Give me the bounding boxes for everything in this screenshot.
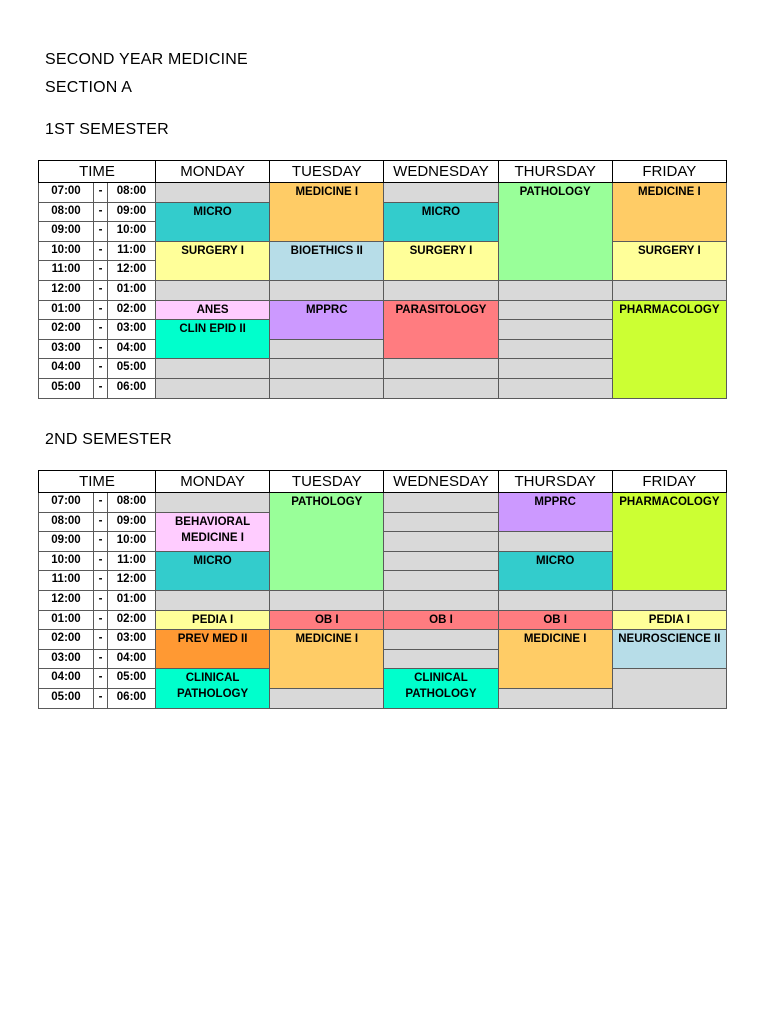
time-end: 11:00 <box>108 551 156 571</box>
class-block <box>156 241 270 280</box>
class-label: CLINICAL PATHOLOGY <box>405 672 477 701</box>
time-end: 12:00 <box>108 261 156 281</box>
day-header-friday: FRIDAY <box>612 161 726 183</box>
class-label: MICRO <box>193 205 232 218</box>
time-start: 12:00 <box>39 590 94 610</box>
empty-slot <box>498 359 612 379</box>
empty-slot <box>270 359 384 379</box>
day-header-tuesday: TUESDAY <box>270 161 384 183</box>
time-start: 12:00 <box>39 280 94 300</box>
time-end: 05:00 <box>108 359 156 379</box>
time-separator: - <box>94 378 108 398</box>
time-start: 02:00 <box>39 630 94 650</box>
time-separator: - <box>94 202 108 222</box>
class-block <box>384 300 498 359</box>
time-start: 08:00 <box>39 202 94 222</box>
empty-slot <box>384 378 498 398</box>
time-end: 06:00 <box>108 378 156 398</box>
time-row <box>39 610 727 630</box>
class-block <box>384 610 498 630</box>
time-end: 09:00 <box>108 202 156 222</box>
time-separator: - <box>94 649 108 669</box>
class-block <box>384 241 498 280</box>
class-block <box>270 493 384 591</box>
class-label: PEDIA I <box>648 613 690 626</box>
time-start: 02:00 <box>39 320 94 340</box>
time-separator: - <box>94 280 108 300</box>
time-start: 04:00 <box>39 359 94 379</box>
class-block <box>270 610 384 630</box>
class-label: CLINICAL PATHOLOGY <box>177 672 249 701</box>
class-block <box>612 300 726 398</box>
class-label: PATHOLOGY <box>291 496 363 508</box>
empty-slot <box>384 571 498 591</box>
class-label: BEHAVIORAL MEDICINE I <box>175 515 251 544</box>
class-block <box>156 512 270 551</box>
time-row <box>39 300 727 320</box>
class-block <box>156 630 270 669</box>
document-title: SECOND YEAR MEDICINE <box>45 51 248 68</box>
time-row <box>39 241 727 261</box>
class-label: CLIN EPID II <box>179 323 246 336</box>
time-separator: - <box>94 320 108 340</box>
time-separator: - <box>94 183 108 203</box>
class-label: PATHOLOGY <box>519 186 591 198</box>
empty-slot <box>156 280 270 300</box>
time-end: 08:00 <box>108 183 156 203</box>
class-block <box>612 669 726 708</box>
empty-slot <box>498 280 612 300</box>
class-block <box>384 669 498 708</box>
time-separator: - <box>94 688 108 708</box>
class-label: MICRO <box>535 554 575 567</box>
class-block <box>498 183 612 281</box>
class-label: MPPRC <box>306 303 348 316</box>
class-label: OB I <box>429 613 453 626</box>
empty-slot <box>270 378 384 398</box>
class-label: SURGERY I <box>409 244 473 257</box>
class-block <box>270 300 384 339</box>
empty-slot <box>498 590 612 610</box>
class-block <box>612 610 726 630</box>
time-separator: - <box>94 512 108 532</box>
time-row <box>39 183 727 203</box>
class-label: MPPRC <box>534 496 576 508</box>
time-end: 02:00 <box>108 300 156 320</box>
empty-slot <box>612 280 726 300</box>
time-end: 02:00 <box>108 610 156 630</box>
time-start: 03:00 <box>39 339 94 359</box>
class-block <box>498 630 612 689</box>
empty-slot <box>270 688 384 708</box>
class-block <box>156 300 270 320</box>
semester-1-title: 1ST SEMESTER <box>45 121 169 138</box>
time-start: 01:00 <box>39 300 94 320</box>
time-start: 11:00 <box>39 571 94 591</box>
time-end: 01:00 <box>108 280 156 300</box>
semester-1-schedule <box>38 160 727 399</box>
empty-slot <box>384 280 498 300</box>
empty-slot <box>384 493 498 513</box>
time-end: 08:00 <box>108 493 156 513</box>
empty-slot <box>498 300 612 320</box>
time-start: 05:00 <box>39 378 94 398</box>
class-block <box>612 183 726 242</box>
class-block <box>156 202 270 241</box>
class-label: NEUROSCIENCE II <box>618 633 721 646</box>
empty-slot <box>498 339 612 359</box>
empty-slot <box>384 551 498 571</box>
empty-slot <box>384 512 498 532</box>
class-block <box>156 551 270 590</box>
empty-slot <box>156 590 270 610</box>
class-block <box>156 610 270 630</box>
time-separator: - <box>94 532 108 552</box>
time-start: 11:00 <box>39 261 94 281</box>
time-end: 09:00 <box>108 512 156 532</box>
empty-slot <box>612 590 726 610</box>
time-header: TIME <box>39 161 156 183</box>
class-label <box>613 669 726 670</box>
class-block <box>498 551 612 590</box>
day-header-monday: MONDAY <box>156 471 270 493</box>
time-end: 04:00 <box>108 649 156 669</box>
day-header-tuesday: TUESDAY <box>270 471 384 493</box>
time-start: 08:00 <box>39 512 94 532</box>
time-start: 10:00 <box>39 241 94 261</box>
class-label: ANES <box>196 303 229 316</box>
time-end: 03:00 <box>108 320 156 340</box>
empty-slot <box>156 183 270 203</box>
empty-slot <box>384 532 498 552</box>
class-block <box>384 202 498 241</box>
time-separator: - <box>94 630 108 650</box>
empty-slot <box>384 590 498 610</box>
time-start: 07:00 <box>39 493 94 513</box>
class-label: PARASITOLOGY <box>395 303 487 316</box>
day-header-monday: MONDAY <box>156 161 270 183</box>
class-label: PHARMACOLOGY <box>619 496 720 508</box>
class-label: PEDIA I <box>192 613 234 626</box>
day-header-thursday: THURSDAY <box>498 471 612 493</box>
time-separator: - <box>94 551 108 571</box>
class-label: SURGERY I <box>181 244 244 257</box>
time-start: 07:00 <box>39 183 94 203</box>
time-end: 05:00 <box>108 669 156 689</box>
time-separator: - <box>94 669 108 689</box>
empty-slot <box>498 688 612 708</box>
class-label: MEDICINE I <box>523 633 587 646</box>
time-end: 03:00 <box>108 630 156 650</box>
class-label: MICRO <box>193 554 232 567</box>
class-label: PREV MED II <box>177 633 248 646</box>
time-start: 01:00 <box>39 610 94 630</box>
day-header-wednesday: WEDNESDAY <box>384 471 498 493</box>
class-label: MEDICINE I <box>295 186 359 198</box>
time-start: 04:00 <box>39 669 94 689</box>
semester-2-schedule <box>38 470 727 709</box>
empty-slot <box>384 630 498 650</box>
class-label: SURGERY I <box>638 244 701 257</box>
class-label: BIOETHICS II <box>290 244 363 257</box>
time-end: 10:00 <box>108 222 156 242</box>
time-start: 10:00 <box>39 551 94 571</box>
class-label: MEDICINE I <box>638 186 701 198</box>
time-separator: - <box>94 493 108 513</box>
empty-slot <box>156 378 270 398</box>
class-block <box>612 241 726 280</box>
class-block <box>270 183 384 242</box>
empty-slot <box>498 378 612 398</box>
class-label: PHARMACOLOGY <box>619 303 720 316</box>
time-start: 03:00 <box>39 649 94 669</box>
time-separator: - <box>94 610 108 630</box>
time-separator: - <box>94 241 108 261</box>
class-block <box>270 630 384 689</box>
semester-2-title: 2ND SEMESTER <box>45 431 172 448</box>
time-row <box>39 630 727 650</box>
empty-slot <box>384 183 498 203</box>
time-row <box>39 280 727 300</box>
time-separator: - <box>94 222 108 242</box>
class-label: MICRO <box>421 205 461 218</box>
class-label: OB I <box>543 613 567 626</box>
time-start: 09:00 <box>39 532 94 552</box>
time-end: 10:00 <box>108 532 156 552</box>
day-header-thursday: THURSDAY <box>498 161 612 183</box>
empty-slot <box>270 280 384 300</box>
day-header-friday: FRIDAY <box>612 471 726 493</box>
class-label: OB I <box>314 613 339 626</box>
day-header-wednesday: WEDNESDAY <box>384 161 498 183</box>
class-block <box>612 630 726 669</box>
empty-slot <box>498 320 612 340</box>
time-end: 11:00 <box>108 241 156 261</box>
time-start: 05:00 <box>39 688 94 708</box>
time-row <box>39 493 727 513</box>
time-row <box>39 590 727 610</box>
time-start: 09:00 <box>39 222 94 242</box>
time-header: TIME <box>39 471 156 493</box>
empty-slot <box>498 532 612 552</box>
time-end: 04:00 <box>108 339 156 359</box>
time-separator: - <box>94 359 108 379</box>
class-block <box>498 610 612 630</box>
empty-slot <box>156 359 270 379</box>
empty-slot <box>384 649 498 669</box>
time-separator: - <box>94 571 108 591</box>
time-end: 01:00 <box>108 590 156 610</box>
class-block <box>498 493 612 532</box>
time-separator: - <box>94 261 108 281</box>
class-label: MEDICINE I <box>295 633 359 646</box>
empty-slot <box>384 359 498 379</box>
class-block <box>156 320 270 359</box>
class-block <box>612 493 726 591</box>
empty-slot <box>270 339 384 359</box>
empty-slot <box>156 493 270 513</box>
time-separator: - <box>94 339 108 359</box>
time-separator: - <box>94 590 108 610</box>
class-block <box>270 241 384 280</box>
empty-slot <box>270 590 384 610</box>
time-separator: - <box>94 300 108 320</box>
time-end: 12:00 <box>108 571 156 591</box>
section-label: SECTION A <box>45 79 133 96</box>
time-end: 06:00 <box>108 688 156 708</box>
class-block <box>156 669 270 708</box>
